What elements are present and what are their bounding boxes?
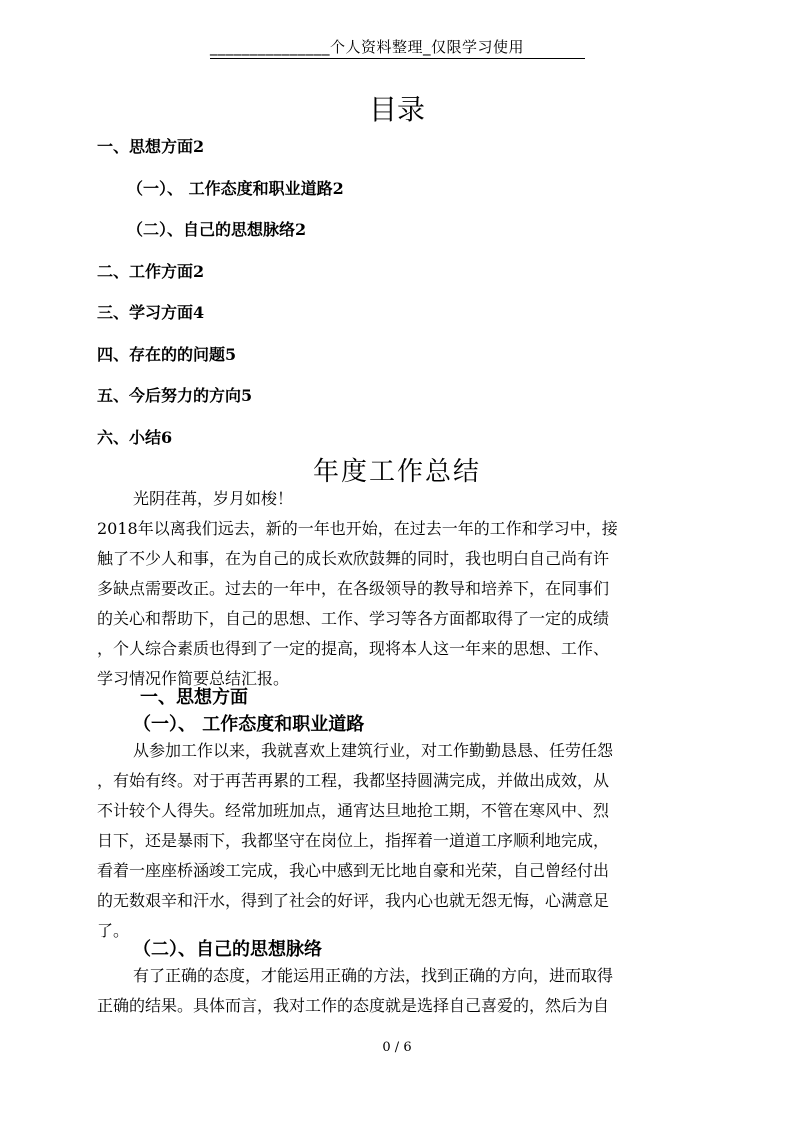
text-line: 日下，还是暴雨下，我都坚守在岗位上，指挥着一道道工序顺利地完成， xyxy=(97,831,610,850)
toc-item[interactable]: 二、工作方面2 xyxy=(97,262,205,281)
section-heading: 一、思想方面 xyxy=(140,687,248,708)
page-header: _______________个人资料整理_仅限学习使用 xyxy=(210,38,525,56)
text-line: 正确的结果。具体而言，我对工作的态度就是选择自己喜爱的，然后为自 xyxy=(97,996,610,1015)
header-rule xyxy=(210,58,585,59)
page-number: 0 / 6 xyxy=(382,1040,412,1055)
text-line: 从参加工作以来，我就喜欢上建筑行业，对工作勤勤恳恳、任劳任怨 xyxy=(133,741,614,760)
toc-item[interactable]: 四、存在的的问题5 xyxy=(97,345,237,364)
text-line: ，个人综合素质也得到了一定的提高，现将本人这一年来的思想、工作、 xyxy=(97,639,610,658)
toc-item[interactable]: 三、学习方面4 xyxy=(97,303,205,322)
text-line: 学习情况作简要总结汇报。 xyxy=(97,669,290,688)
text-line: 的关心和帮助下，自己的思想、工作、学习等各方面都取得了一定的成绩 xyxy=(97,609,610,628)
text-line: 触了不少人和事，在为自己的成长欢欣鼓舞的同时，我也明白自己尚有许 xyxy=(97,549,610,568)
text-line: 光阴荏苒，岁月如梭！ xyxy=(133,489,294,508)
text-line: ，有始有终。对于再苦再累的工程，我都坚持圆满完成，并做出成效，从 xyxy=(97,771,610,790)
text-line: 的无数艰辛和汗水，得到了社会的好评，我内心也就无怨无悔，心满意足 xyxy=(97,891,610,910)
toc-item[interactable]: 五、今后努力的方向5 xyxy=(97,386,253,405)
text-line: 多缺点需要改正。过去的一年中，在各级领导的教导和培养下，在同事们 xyxy=(97,579,610,598)
text-line: 了。 xyxy=(97,921,130,940)
subsection-heading: （一）、 工作态度和职业道路 xyxy=(133,714,365,735)
text-line: 不计较个人得失。经常加班加点，通宵达旦地抢工期，不管在寒风中、烈 xyxy=(97,801,610,820)
text-line: 有了正确的态度，才能运用正确的方法，找到正确的方向，进而取得 xyxy=(133,966,614,985)
toc-item[interactable]: 一、思想方面2 xyxy=(97,137,205,156)
toc-item[interactable]: （二）、自己的思想脉络2 xyxy=(127,220,307,239)
toc-item[interactable]: 六、小结6 xyxy=(97,428,173,447)
text-line: 2018年以离我们远去，新的一年也开始，在过去一年的工作和学习中，接 xyxy=(97,519,618,538)
subsection-2-paragraph xyxy=(97,961,697,1021)
text-line: 看着一座座桥涵竣工完成，我心中感到无比地自豪和光荣，自己曾经付出 xyxy=(97,861,610,880)
intro-paragraph xyxy=(97,484,697,694)
toc-title: 目录 xyxy=(368,93,425,126)
document-title: 年度工作总结 xyxy=(312,457,481,487)
subsection-1-paragraph xyxy=(97,736,697,946)
subsection-heading: （二）、自己的思想脉络 xyxy=(133,939,322,960)
toc-item[interactable]: （一）、 工作态度和职业道路2 xyxy=(127,179,344,198)
